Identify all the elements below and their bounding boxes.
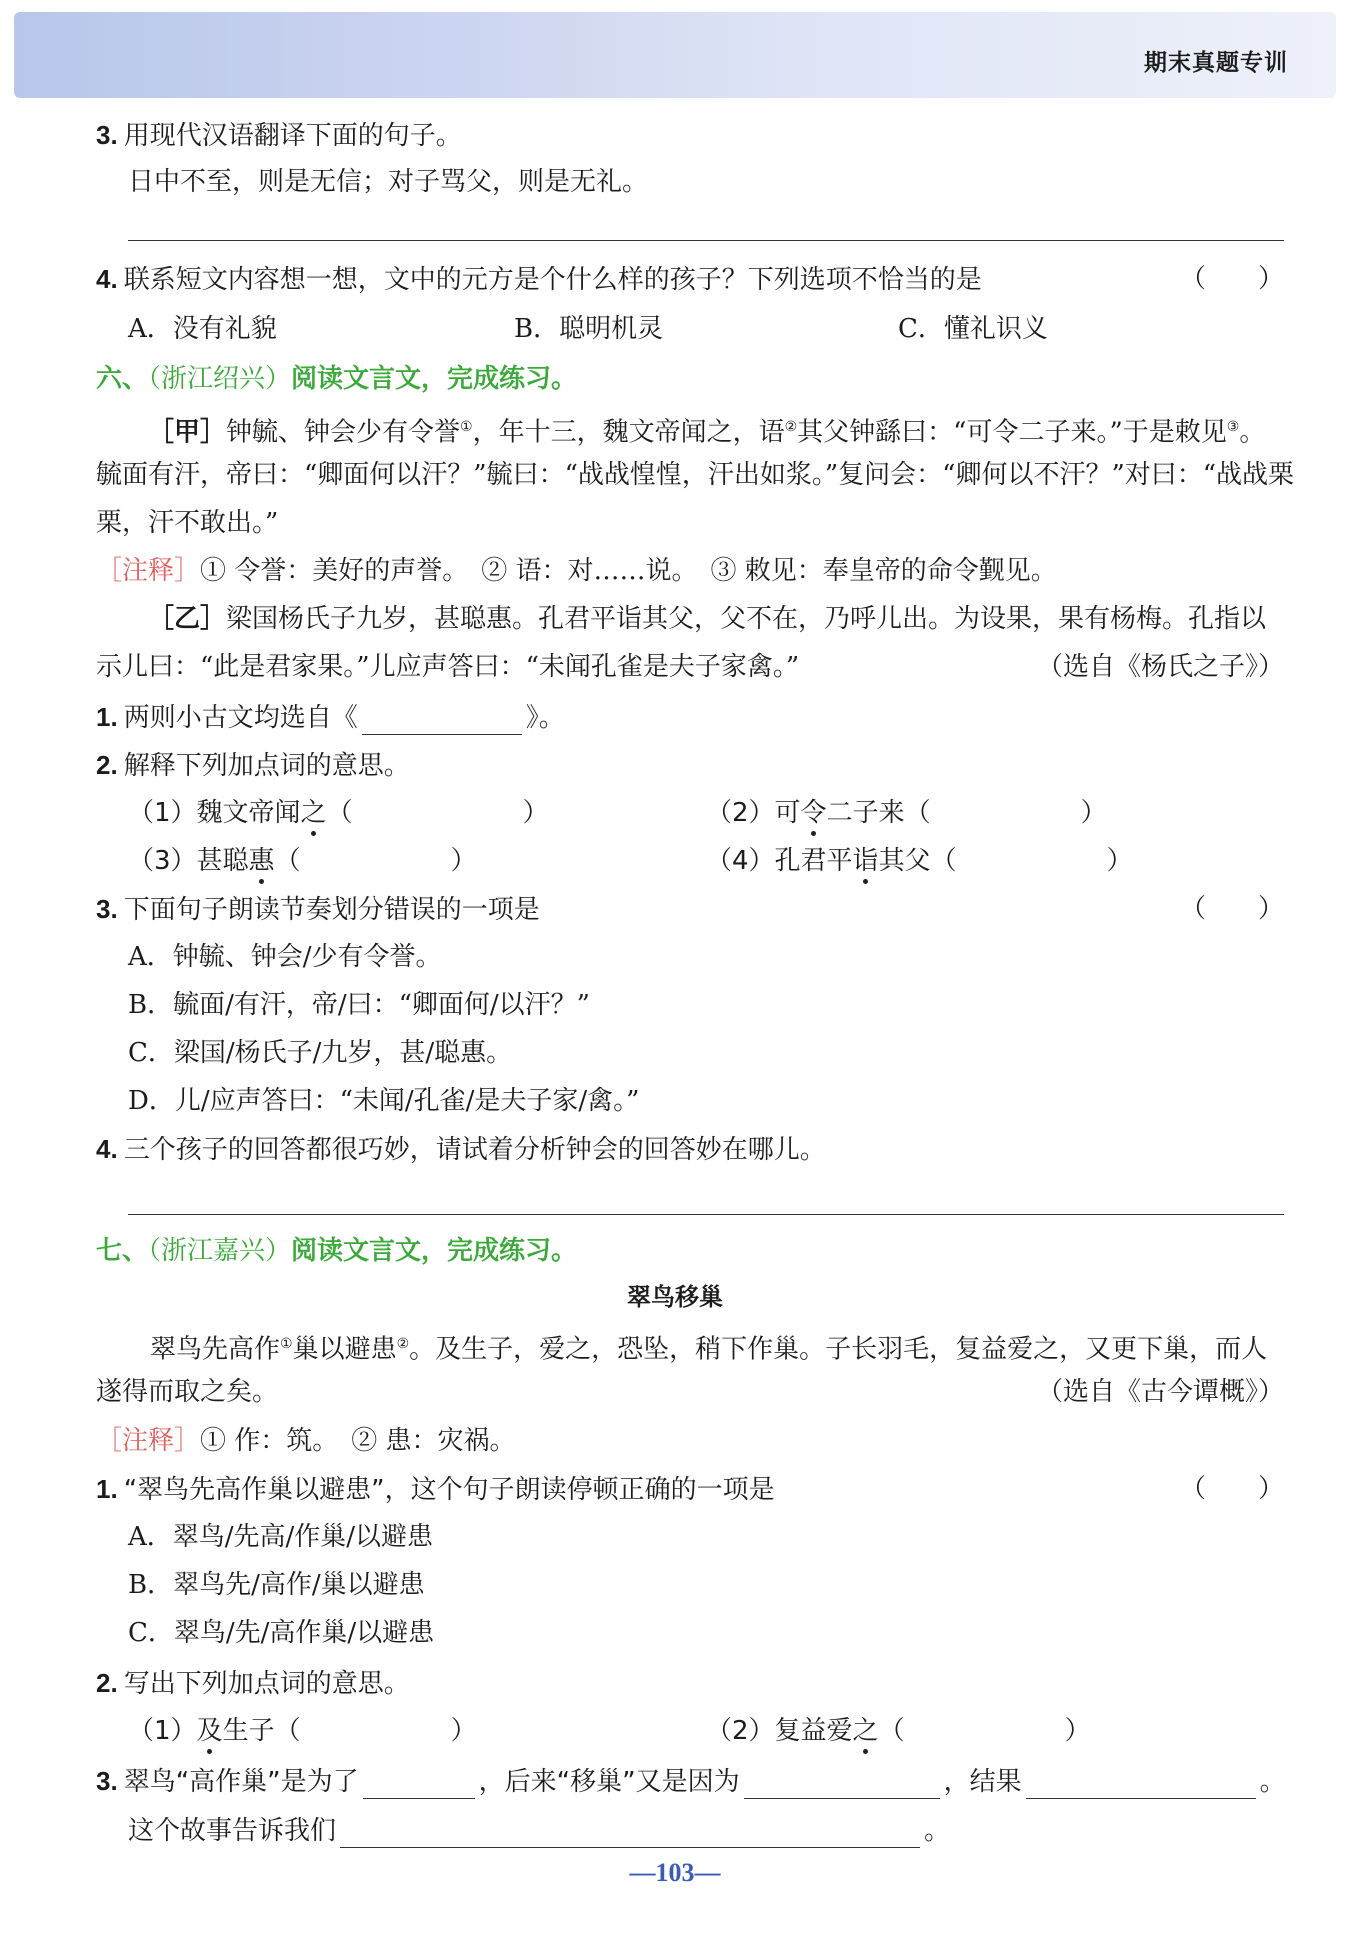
answer-bracket: （ ） (1179, 264, 1284, 294)
s6-jia-line3: 栗，汗不敢出。” (96, 508, 279, 538)
answer-bracket: （ ） (1179, 1474, 1284, 1504)
s6-yi-line2: 示儿曰：“此是君家果。”儿应声答曰：“未闻孔雀是夫子家禽。” (96, 652, 800, 682)
option-a: A．钟毓、钟会/少有令誉。 (128, 942, 442, 972)
fill-blank[interactable] (1026, 1770, 1256, 1799)
fill-blank[interactable] (744, 1770, 940, 1799)
s7-passage-line1: 翠鸟先高作①巢以避患②。及生子，爱之，恐坠，稍下作巢。子长羽毛，复益爱之，又更下巢，而人 (150, 1334, 1268, 1365)
option-c: C．懂礼识义 (898, 314, 1048, 344)
s6-jia-line2: 毓面有汗，帝曰：“卿面何以汗？”毓曰：“战战惶惶，汗出如浆。”复问会：“卿何以不汗？”对曰：“战战栗 (96, 460, 1295, 490)
s6-yi-source: （选自《杨氏之子》） (1036, 652, 1284, 682)
option-c: C．梁国/杨氏子/九岁，甚/聪惠。 (128, 1038, 513, 1068)
s7-q3-line2: 这个故事告诉我们 。 (128, 1816, 951, 1846)
s7-q1: 1. “翠鸟先高作巢以避患”，这个句子朗读停顿正确的一项是 (96, 1474, 775, 1505)
option-c: C．翠鸟/先/高作巢/以避患 (128, 1618, 435, 1648)
s6-q3: 3. 下面句子朗读节奏划分错误的一项是 (96, 894, 540, 925)
passage-title: 翠鸟移巢 (627, 1283, 723, 1311)
s6-notes: ［注释］① 令誉：美好的声誉。 ② 语：对……说。 ③ 敕见：奉皇帝的命令觐见。 (96, 556, 1057, 586)
header-banner (14, 12, 1336, 98)
option-d: D．儿/应声答曰：“未闻/孔雀/是夫子家/禽。” (128, 1086, 640, 1116)
s7-q3: 3. 翠鸟“高作巢”是为了 ，后来“移巢”又是因为 ，结果 。 (96, 1766, 1286, 1797)
option-a: A．没有礼貌 (128, 314, 277, 344)
option-b: B．翠鸟先/高作/巢以避患 (128, 1570, 425, 1600)
fill-blank[interactable] (340, 1819, 920, 1848)
s7-source: （选自《古今谭概》） (1036, 1377, 1284, 1407)
fill-blank[interactable] (362, 706, 522, 735)
s6-q2-item4: （4）孔君平诣其父（ ） (706, 846, 1133, 876)
s7-q2-item2: （2）复益爱之（ ） (706, 1716, 1091, 1746)
s5-q3: 3. 用现代汉语翻译下面的句子。 (96, 120, 462, 151)
answer-line (128, 240, 1284, 241)
s6-q2-item1: （1）魏文帝闻之（ ） (128, 798, 549, 828)
answer-line (128, 1214, 1284, 1215)
s6-jia-line1: ［甲］钟毓、钟会少有令誉①，年十三，魏文帝闻之，语②其父钟繇曰：“可令二子来。”于是敕见③。 (148, 417, 1266, 448)
header-title: 期末真题专训 (1144, 50, 1288, 76)
s6-q2-item3: （3）甚聪惠（ ） (128, 846, 477, 876)
s6-q4: 4. 三个孩子的回答都很巧妙，请试着分析钟会的回答妙在哪儿。 (96, 1134, 826, 1165)
s6-q1: 1. 两则小古文均选自《 》。 (96, 702, 565, 733)
option-b: B．毓面/有汗，帝/曰：“卿面何/以汗？” (128, 990, 590, 1020)
answer-bracket: （ ） (1179, 894, 1284, 924)
s5-q4: 4. 联系短文内容想一想，文中的元方是个什么样的孩子？下列选项不恰当的是 (96, 264, 982, 295)
fill-blank[interactable] (363, 1770, 475, 1799)
s6-q2-item2: （2）可令二子来（ ） (706, 798, 1107, 828)
s6-heading: 六、（浙江绍兴）阅读文言文，完成练习。 (96, 364, 578, 394)
s7-q2: 2. 写出下列加点词的意思。 (96, 1668, 410, 1699)
s6-yi-line1: ［乙］梁国杨氏子九岁，甚聪惠。孔君平诣其父，父不在，乃呼儿出。为设果，果有杨梅。孔指以 (148, 604, 1267, 634)
s6-q2: 2. 解释下列加点词的意思。 (96, 750, 410, 781)
page-number: —103— (629, 1858, 721, 1887)
s7-q2-item1: （1）及生子（ ） (128, 1716, 477, 1746)
s7-heading: 七、（浙江嘉兴）阅读文言文，完成练习。 (96, 1236, 578, 1266)
option-a: A．翠鸟/先高/作巢/以避患 (128, 1522, 434, 1552)
option-b: B．聪明机灵 (514, 314, 664, 344)
s7-notes: ［注释］① 作：筑。 ② 患：灾祸。 (96, 1426, 516, 1456)
s5-q3-sentence: 日中不至，则是无信；对子骂父，则是无礼。 (128, 167, 649, 197)
s7-passage-line2: 遂得而取之矣。 (96, 1377, 279, 1407)
